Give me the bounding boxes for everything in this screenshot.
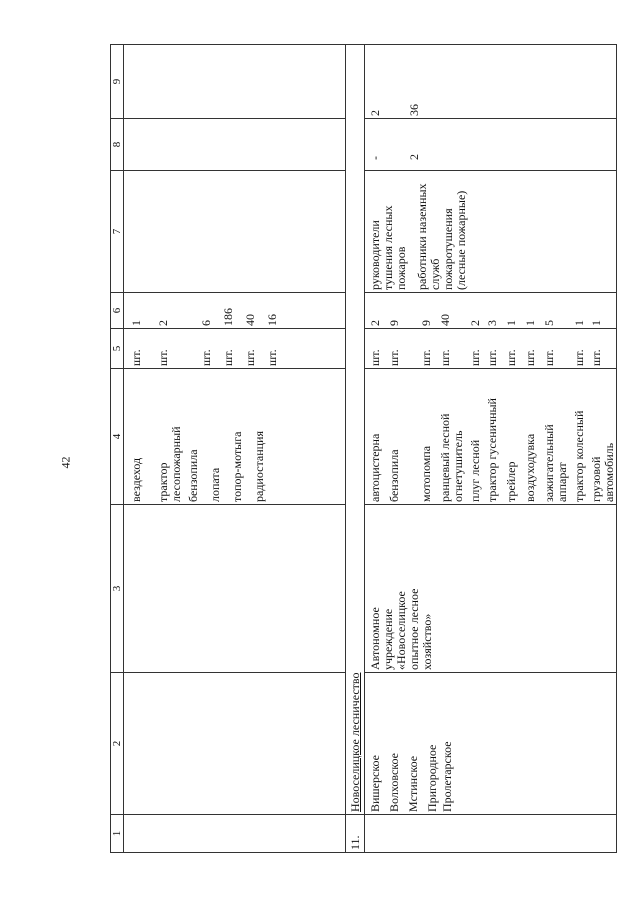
unit: шт. <box>199 349 213 366</box>
header-col-6: 6 <box>111 293 124 329</box>
equipment-name: лесопожарный <box>169 426 183 502</box>
quantity: 3 <box>485 320 499 326</box>
section-title: Новоселицкое лесничество <box>346 45 365 815</box>
personnel-col8 <box>365 119 617 171</box>
personnel-col9-value: 36 <box>407 104 421 116</box>
unit: шт. <box>419 349 433 366</box>
unit: шт. <box>504 349 518 366</box>
forestry-list <box>365 673 617 815</box>
top-equipment-names <box>124 369 346 505</box>
equipment-name: бензопила <box>186 449 200 502</box>
unit: шт. <box>221 349 235 366</box>
equipment-name: трактор гусеничный <box>485 398 499 502</box>
equipment-name: трейлер <box>504 461 518 502</box>
unit: шт. <box>368 349 382 366</box>
personnel-col9-value: 2 <box>368 110 382 116</box>
quantity: 1 <box>523 320 537 326</box>
unit: шт. <box>438 349 452 366</box>
header-col-8: 8 <box>111 119 124 171</box>
equipment-name: трактор <box>156 462 170 502</box>
page-number: 42 <box>58 456 73 469</box>
equipment-name: плуг лесной <box>468 439 482 502</box>
forestry-name: Мстинское <box>406 755 420 812</box>
equipment-name: трактор колесный <box>572 410 586 502</box>
personnel-col8-value: 2 <box>407 154 421 160</box>
equipment-name: грузовой автомобиль <box>589 442 616 502</box>
quantity: 1 <box>129 320 143 326</box>
quantity: 9 <box>387 320 401 326</box>
header-col-1: 1 <box>111 815 124 853</box>
equipment-name: топор-мотыга <box>230 431 244 502</box>
equipment-name: радиостанция <box>252 431 266 502</box>
quantity: 186 <box>221 308 235 326</box>
equipment-name: бензопила <box>387 449 401 502</box>
header-col-4: 4 <box>111 369 124 505</box>
section-number: 11. <box>346 815 365 853</box>
personnel-categories <box>365 171 617 293</box>
header-col-5: 5 <box>111 329 124 369</box>
document-table-sheet <box>110 45 616 853</box>
equipment-name: лопата <box>208 467 222 502</box>
unit: шт. <box>129 349 143 366</box>
quantity: 40 <box>243 314 257 326</box>
quantity: 16 <box>265 314 279 326</box>
quantity: 1 <box>589 320 603 326</box>
unit: шт. <box>156 349 170 366</box>
top-group-row <box>124 45 346 853</box>
unit: шт. <box>468 349 482 366</box>
top-quantities <box>124 293 346 329</box>
personnel-col8-value: - <box>368 156 382 160</box>
unit: шт. <box>243 349 257 366</box>
organization-cell <box>365 505 617 673</box>
unit: шт. <box>542 349 556 366</box>
unit: шт. <box>572 349 586 366</box>
section-row <box>346 45 365 853</box>
header-col-2: 2 <box>111 673 124 815</box>
forestry-row <box>365 45 617 853</box>
forestry-name: Пригородное <box>425 744 439 812</box>
units <box>365 329 617 369</box>
equipment-name: воздуходувка <box>523 433 537 502</box>
personnel-col9 <box>365 45 617 119</box>
header-col-9: 9 <box>111 45 124 119</box>
header-row <box>111 45 124 853</box>
equipment-name: ранцевый лесной огнетушитель <box>438 413 465 502</box>
top-units <box>124 329 346 369</box>
equipment-names <box>365 369 617 505</box>
header-col-3: 3 <box>111 505 124 673</box>
quantity: 1 <box>504 320 518 326</box>
quantity: 40 <box>438 314 452 326</box>
unit: шт. <box>387 349 401 366</box>
unit: шт. <box>485 349 499 366</box>
equipment-name: мотопомпа <box>419 445 433 502</box>
quantity: 2 <box>368 320 382 326</box>
quantity: 2 <box>468 320 482 326</box>
quantity: 6 <box>199 320 213 326</box>
quantity: 2 <box>156 320 170 326</box>
quantity: 5 <box>542 320 556 326</box>
forestry-name: Волховское <box>387 753 401 812</box>
quantity: 1 <box>572 320 586 326</box>
equipment-name: зажигательный аппарат <box>542 424 569 502</box>
organization-name: Автономное учреждение «Новоселицкое опытное лесное хозяйство» <box>368 588 434 670</box>
forestry-name: Вишерское <box>368 754 382 812</box>
quantity: 9 <box>419 320 433 326</box>
unit: шт. <box>265 349 279 366</box>
equipment-name: автоцистерна <box>368 433 382 502</box>
quantities <box>365 293 617 329</box>
equipment-table <box>110 44 617 853</box>
personnel-category: работники наземных служб пожаротушения (лесные пожарные) <box>415 183 468 290</box>
forestry-name: Пролетарское <box>440 741 454 812</box>
unit: шт. <box>589 349 603 366</box>
personnel-category: руководители тушения лесных пожаров <box>368 205 408 290</box>
header-col-7: 7 <box>111 171 124 293</box>
equipment-name: вездеход <box>129 457 143 502</box>
unit: шт. <box>523 349 537 366</box>
